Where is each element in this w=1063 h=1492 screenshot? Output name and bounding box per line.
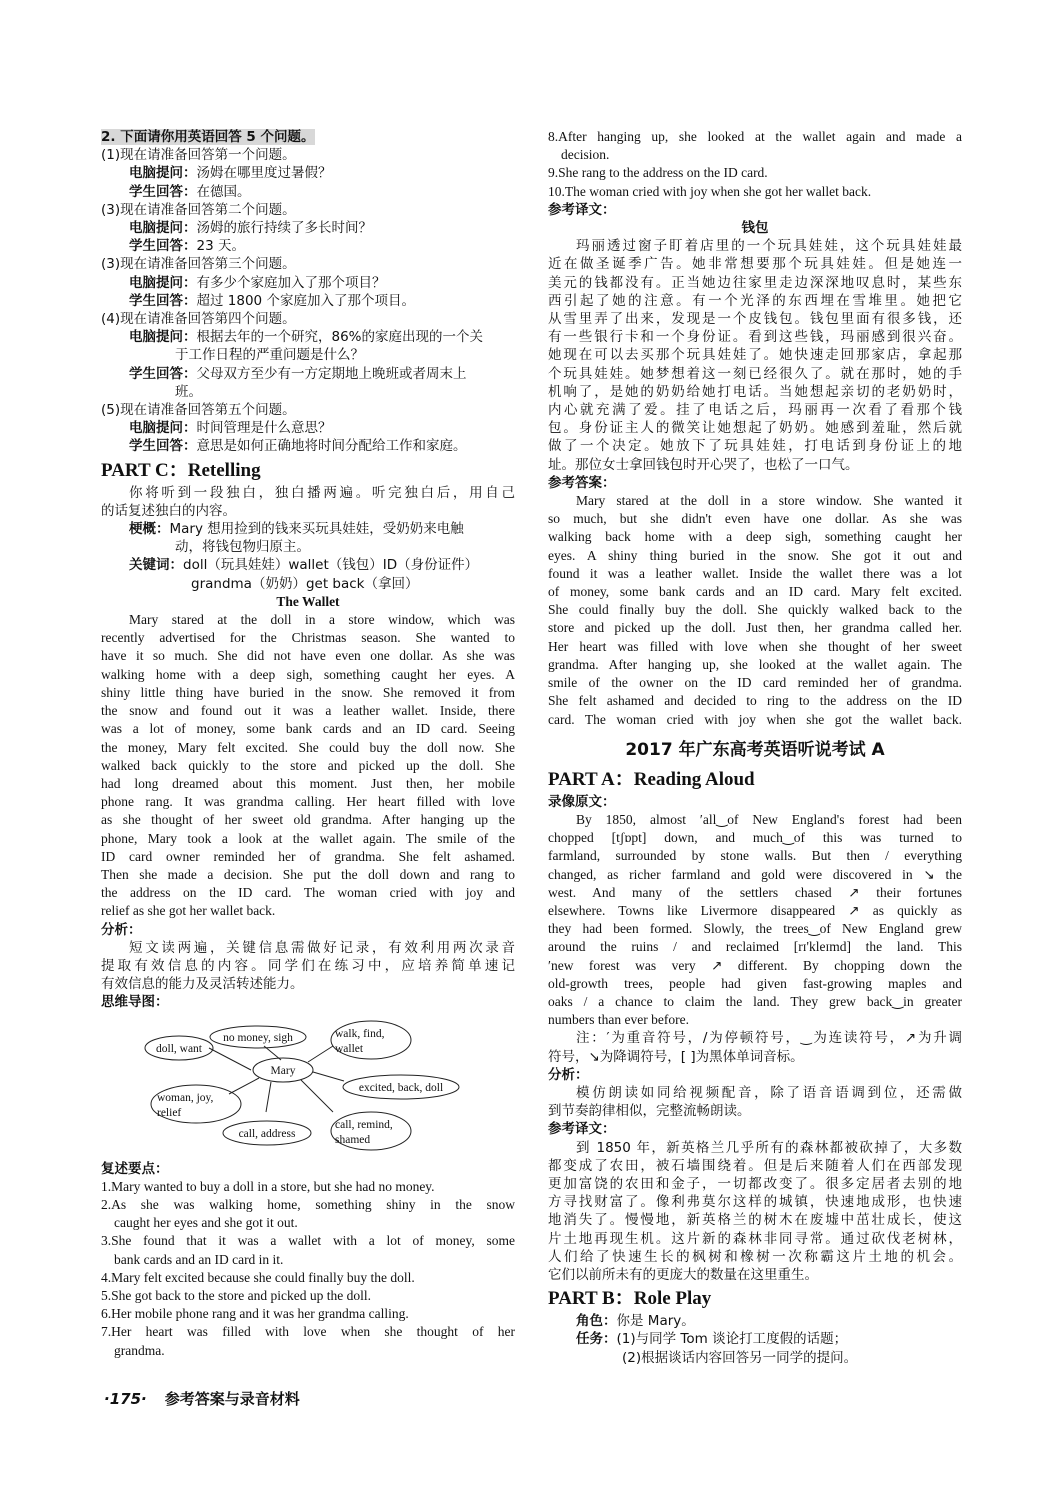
item-text: grandma. — [114, 1342, 165, 1358]
item-text: decision. — [561, 147, 610, 163]
item-number: 10. — [548, 183, 565, 199]
q2-item-1 — [101, 146, 515, 201]
mind-label: call, remind, — [335, 1118, 393, 1131]
keywords-cont: grandma（奶奶）get back（拿回） — [191, 575, 419, 592]
list-item — [101, 1232, 515, 1250]
reading-line: they had been formed. Slowly, the trees‿of New England grew — [548, 921, 962, 937]
item-text: Mary felt excited because she could finally buy the doll. — [111, 1269, 415, 1285]
translation-last-line: 址。那位女士拿回钱包时开心哭了，也松了一口气。 — [548, 456, 859, 473]
note-line: 注：′为重音符号，/为停顿符号，‿为连读符号，↗为升调 — [576, 1030, 962, 1047]
analysis-line: 有效信息的能力及灵活转述能力。 — [101, 976, 304, 993]
item-number: 3. — [101, 1233, 112, 1249]
list-item — [101, 1305, 515, 1323]
answer-line: so much, but she didn't even have one dollar. As she was — [548, 511, 962, 527]
reading-line: oaks / a chance to claim the land. They grew back‿in greater — [548, 993, 962, 1009]
retell-list-cont — [548, 128, 962, 201]
mind-label: relief — [157, 1106, 182, 1119]
part-c-intro: 你将听到一段独白，独白播两遍。听完独白后，用自己 — [129, 484, 515, 501]
story-line: phone, Mary took a look at the wallet again. The smile of the — [101, 830, 515, 846]
translation-text — [548, 237, 962, 455]
q2-item-4 — [101, 310, 515, 401]
translation-line: 内心就充满了爱。挂了电话之后，玛丽再一次看了看那个钱 — [548, 402, 962, 419]
answer-line: Mary stared at the doll in a store window. She wanted it — [576, 493, 962, 509]
right-column — [548, 128, 962, 1367]
story-line: had long dreamed about this moment. Just then, her mobile — [101, 775, 515, 791]
outline: 梗概：Mary 想用捡到的钱来买玩具娃娃，受奶奶来电触 — [129, 521, 464, 538]
mind-label: doll, want — [156, 1042, 202, 1055]
list-item — [548, 164, 962, 182]
answer-line: grandma. After hanging up, she looked at the wallet again. The — [548, 656, 962, 672]
analysis-line: 模仿朗读如同给视频配音，除了语音语调到位，还需做 — [576, 1084, 962, 1101]
role: 角色：你是 Mary。 — [576, 1313, 695, 1330]
item-number: 5. — [101, 1287, 112, 1303]
mind-map — [101, 1018, 515, 1156]
translation-line: 从雪里弄了出来，发现是一个皮钱包。钱包里面有很多钱，还 — [548, 311, 962, 328]
reading-line: old-growth trees, people had given fast-growing maples and — [548, 975, 962, 991]
translation2-line: 到 1850 年，新英格兰几乎所有的森林都被砍掉了，大多数 — [576, 1139, 962, 1156]
q2-item-5 — [101, 401, 515, 456]
computer-question: 电脑提问：时间管理是什么意思？ — [129, 420, 332, 437]
item-text: Her mobile phone rang and it was her grandma calling. — [111, 1306, 409, 1322]
story-line: have it so much. She did not have even one dollar. As she was — [101, 648, 515, 664]
story-line: shiny little thing have buried in the snow. She removed it from — [101, 684, 515, 700]
story-line: the address on the ID card. The woman cried with joy and — [101, 885, 515, 901]
mind-label: call, address — [238, 1127, 296, 1140]
note-line: 符号，↘为降调符号，[ ]为黑体单词音标。 — [548, 1048, 804, 1065]
mind-label: walk, find, — [335, 1027, 385, 1040]
story-line: Mary stared at the doll in a store window, which was — [129, 612, 515, 628]
item-text: Mary wanted to buy a doll in a store, but she had no money. — [111, 1178, 435, 1194]
q-prompt: (1)现在请准备回答第一个问题。 — [101, 147, 296, 164]
mind-label: excited, back, doll — [358, 1081, 444, 1094]
answer-text — [548, 492, 962, 729]
item-text: She rang to the address on the ID card. — [558, 165, 768, 181]
analysis-line: 提取有效信息的内容。同学们在练习中，应培养简单速记 — [101, 957, 515, 974]
item-number: 4. — [101, 1269, 112, 1285]
analysis-line: 短文读两遍，关键信息需做好记录，有效利用两次录音 — [129, 939, 515, 956]
answer-line: She could finally buy the doll. She quickly walked back to the — [548, 602, 962, 618]
list-item — [101, 1214, 515, 1232]
list-item — [101, 1178, 515, 1196]
translation-line: 个玩具娃娃。她梦想着这一刻已经很久了。就在那时，她的手 — [548, 365, 962, 382]
q-prompt: (5)现在请准备回答第五个问题。 — [101, 402, 296, 419]
story-line: as she thought of her sweet old grandma. After hanging up the — [101, 812, 515, 828]
answer-label: 参考答案： — [548, 474, 616, 491]
video-label: 录像原文： — [548, 793, 616, 810]
story-line: recently advertised for the Christmas season. She wanted to — [101, 630, 515, 646]
item-text: She found that it was a wallet with a lot of money, some — [111, 1233, 515, 1249]
list-item — [101, 1342, 515, 1360]
reading-line: elsewhere. Towns like Livermore disappeared ↗ as quickly as — [548, 902, 962, 918]
answer-line: She felt ashamed and decided to ring to the address on the ID — [548, 693, 962, 709]
answer-line: store and picked up the doll. Just then, her grandma called her. — [548, 620, 962, 636]
reading-line: chopped [tʃɒpt] down, and much‿of this was turned to — [548, 830, 962, 846]
translation-line: 包。身份证主人的微笑让她想起了奶奶。她感到羞耻，然后就 — [548, 420, 962, 437]
q2-item-2 — [101, 201, 515, 256]
q2-item-3 — [101, 255, 515, 310]
part-b-title: PART B：Role Play — [548, 1288, 712, 1310]
reading-line: farmland, surrounded by stone walls. But then / everything — [548, 848, 962, 864]
item-number: 6. — [101, 1306, 112, 1322]
translation2-label: 参考译文： — [548, 1121, 616, 1138]
mind-label: woman, joy, — [157, 1091, 214, 1104]
part-c-intro: 的话复述独白的内容。 — [101, 502, 236, 519]
story-line: walking home with a deep sigh, something caught her eyes. A — [101, 666, 515, 682]
student-answer: 学生回答：意思是如何正确地将时间分配给工作和家庭。 — [129, 438, 467, 455]
computer-question: 电脑提问：汤姆在哪里度过暑假？ — [129, 165, 332, 182]
story-line: the money, Mary felt excited. She could buy the doll now. She — [101, 739, 515, 755]
translation2-last-line: 它们以前所未有的更庞大的数量在这里重生。 — [548, 1266, 818, 1283]
translation2-line: 方寻找财富了。像利弗莫尔这样的城镇，快速地成形，也快速 — [548, 1194, 962, 1211]
analysis-label: 分析： — [548, 1066, 589, 1083]
outline-cont: 动，将钱包物归原主。 — [175, 539, 310, 556]
part-c-title: PART C：Retelling — [101, 459, 261, 481]
q-prompt: (3)现在请准备回答第三个问题。 — [101, 256, 296, 273]
part-a-title: PART A：Reading Aloud — [548, 768, 755, 790]
reading-text — [548, 811, 962, 1011]
answer-line: Her heart was filled with love when she thought of her sweet — [548, 638, 962, 654]
page-number: ·175· — [104, 1390, 147, 1408]
computer-question-cont: 于工作日程的严重问题是什么？ — [175, 347, 364, 364]
student-answer: 学生回答：23 天。 — [129, 238, 245, 255]
item-text: caught her eyes and she got it out. — [114, 1215, 298, 1231]
item-text: After hanging up, she looked at the wallet again and made a — [558, 129, 962, 144]
q-prompt: (3)现在请准备回答第二个问题。 — [101, 201, 296, 218]
analysis-line: 到节奏韵律相似，完整流畅朗读。 — [548, 1103, 751, 1120]
mind-label: no money, sigh — [223, 1031, 293, 1044]
translation-line: 机响了，是她的奶奶给她打电话。当她想起亲切的老奶奶时， — [548, 383, 962, 400]
item-text: Her heart was filled with love when she thought of her — [111, 1324, 515, 1340]
translation-line: 美元的钱都没有。正当她边往家里走边深深地叹息时，某些东 — [548, 274, 962, 291]
mindmap-label: 思维导图： — [101, 994, 169, 1011]
translation-label: 参考译文： — [548, 201, 616, 218]
list-item — [101, 1269, 515, 1287]
answer-line: of money, some bank cards and an ID card. Mary felt excited. — [548, 584, 962, 600]
translation-line: 玛丽透过窗子盯着店里的一个玩具娃娃，这个玩具娃娃最 — [576, 238, 962, 255]
reading-line: around the ruins / and reclaimed [rɪ'kleɪmd] the land. This — [548, 939, 962, 955]
answer-line: walking back home with a deep sigh, something caught her — [548, 529, 962, 545]
retell-list — [101, 1178, 515, 1360]
story-line: walked back quickly to the store and picked up the doll. She — [101, 757, 515, 773]
translation-line: 近在做圣诞季广告。她非常想要那个玩具娃娃。但是她连一 — [548, 256, 962, 273]
item-number: 7. — [101, 1324, 112, 1340]
reading-line: ′new forest was very ↗ different. By chopping down the — [548, 957, 962, 973]
student-answer-cont: 班。 — [175, 383, 202, 400]
translation-line: 她现在可以去买那个玩具娃娃了。她快速走回那家店，拿起那 — [548, 347, 962, 364]
story-title: The Wallet — [276, 593, 340, 609]
translation2-line: 都变成了农田，被石墙围绕着。但是后来随着人们在西部发现 — [548, 1157, 962, 1174]
story-line: was a lot of money, some bank cards and an ID card. Seeing — [101, 721, 515, 737]
list-item — [548, 146, 962, 164]
answer-line: eyes. A shiny thing buried in the snow. She got it out and — [548, 547, 962, 563]
computer-question: 电脑提问：有多少个家庭加入了那个项目？ — [129, 274, 386, 291]
story-last-line: relief as she got her wallet back. — [101, 903, 276, 919]
list-item — [101, 1323, 515, 1341]
mind-label: shamed — [335, 1133, 371, 1146]
keywords: 关键词：doll（玩具娃娃）wallet（钱包）ID（身份证件） — [129, 557, 479, 574]
analysis-label: 分析： — [101, 921, 142, 938]
item-text: bank cards and an ID card in it. — [114, 1251, 284, 1267]
task-cont: (2)根据谈话内容回答另一同学的提问。 — [622, 1349, 858, 1366]
translation2-line: 地消失了。慢慢地，新英格兰的树木在废墟中茁壮成长，使这 — [548, 1212, 962, 1229]
item-number: 1. — [101, 1178, 112, 1194]
translation-line: 有一些银行卡和一个身份证。看到这些钱，玛丽感到很兴奋。 — [548, 329, 962, 346]
item-text: As she was walking home, something shiny in the snow — [111, 1196, 515, 1212]
answer-line: smile of the owner on the ID card reminded her of grandma. — [548, 675, 962, 691]
translation2-line: 人们给了快速生长的枫树和橡树一次称霸这片土地的机会。 — [548, 1248, 962, 1265]
story-line: Then she made a decision. She put the doll down and rang to — [101, 866, 515, 882]
list-item — [101, 1287, 515, 1305]
left-column — [101, 128, 515, 1360]
mind-center-label: Mary — [270, 1064, 296, 1077]
translation-line: 做了一个决定。她放下了玩具娃娃，打电话到身份证上的地 — [548, 438, 962, 455]
q2-title: 2. 下面请你用英语回答 5 个问题。 — [101, 129, 315, 145]
student-answer: 学生回答：在德国。 — [129, 183, 251, 200]
item-text: She got back to the store and picked up the doll. — [111, 1287, 371, 1303]
list-item — [548, 128, 962, 146]
item-number: 8. — [548, 129, 559, 144]
translation2-line: 更加富饶的农田和金子，一切都改变了。很多定居者去别的地 — [548, 1175, 962, 1192]
story-line: the snow and found out it was a leather wallet. Inside, there — [101, 703, 515, 719]
story-text — [101, 611, 515, 902]
retell-label: 复述要点： — [101, 1160, 169, 1177]
item-text: The woman cried with joy when she got her wallet back. — [564, 183, 872, 199]
page-footer — [104, 1388, 300, 1409]
reading-line: By 1850, almost ′all‿of New England's forest had been — [576, 811, 962, 827]
footer-title: 参考答案与录音材料 — [164, 1390, 300, 1408]
computer-question: 电脑提问：根据去年的一个研究，86%的家庭出现的一个关 — [129, 329, 484, 346]
answer-line: found it was a leather wallet. Inside the wallet there was a lot — [548, 565, 962, 581]
item-number: 9. — [548, 165, 559, 181]
student-answer: 学生回答：超过 1800 个家庭加入了那个项目。 — [129, 292, 415, 309]
reading-line: changed, as richer farmland and gold were discovered in ↘ the — [548, 866, 962, 882]
translation2-line: 片土地再现生机。这片新的森林非同寻常。通过砍伐老树林， — [548, 1230, 962, 1247]
translation-line: 西引起了她的注意。有一个光泽的东西埋在雪堆里。她把它 — [548, 292, 962, 309]
story-line: ID card owner reminded her of grandma. She felt ashamed. — [101, 848, 515, 864]
answer-line: card. The woman cried with joy when she got the wallet back. — [548, 711, 962, 727]
task: 任务：(1)与同学 Tom 谈论打工度假的话题； — [576, 1331, 848, 1348]
computer-question: 电脑提问：汤姆的旅行持续了多长时间？ — [129, 220, 372, 237]
q-prompt: (4)现在请准备回答第四个问题。 — [101, 311, 296, 328]
mind-label: wallet — [335, 1042, 364, 1055]
translation-title: 钱包 — [741, 220, 769, 237]
item-number: 2. — [101, 1196, 112, 1212]
translation2-text — [548, 1139, 962, 1266]
list-item — [548, 183, 962, 201]
exam-title: 2017 年广东高考英语听说考试 A — [625, 739, 885, 760]
list-item — [101, 1196, 515, 1214]
student-answer: 学生回答：父母双方至少有一方定期地上晚班或者周末上 — [129, 365, 467, 382]
list-item — [101, 1251, 515, 1269]
story-line: phone rang. It was grandma calling. Her heart filled with love — [101, 794, 515, 810]
reading-line: west. And many of the settlers chased ↗ their fortunes — [548, 884, 962, 900]
reading-last-line: numbers than ever before. — [548, 1012, 689, 1028]
